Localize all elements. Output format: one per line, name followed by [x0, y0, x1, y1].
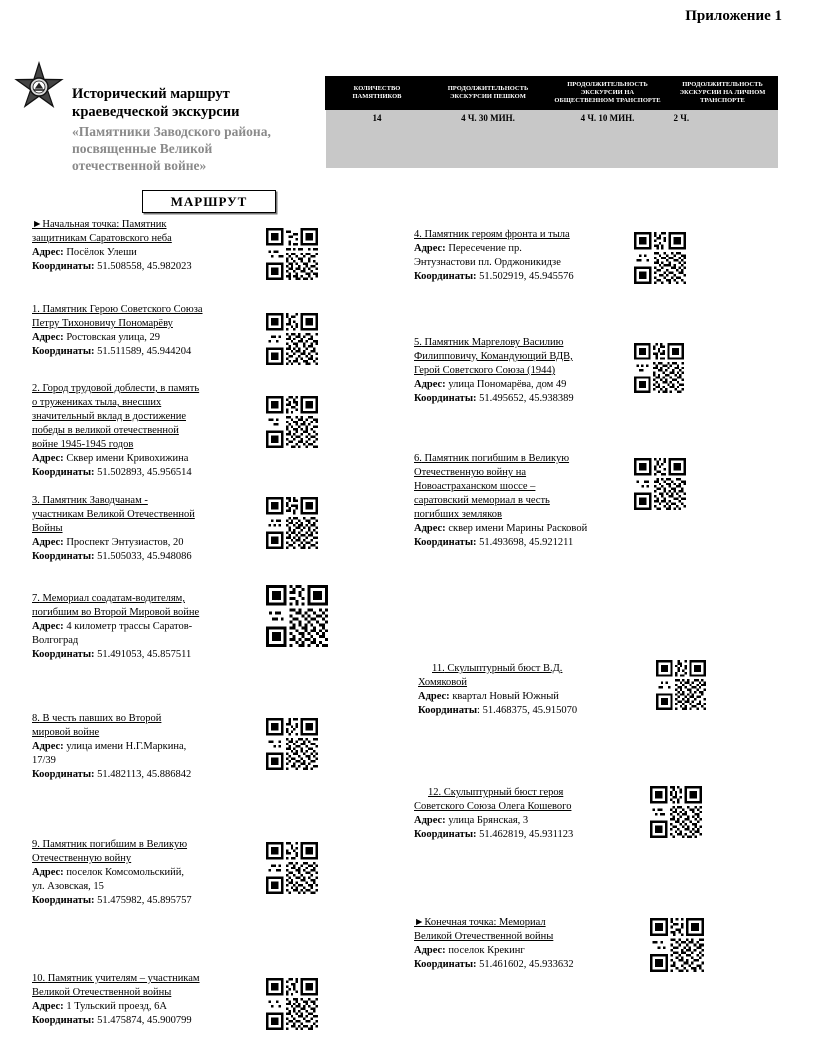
qr-code-12 [650, 786, 702, 838]
item-6-title-5: погибших земляков [414, 508, 503, 520]
qr-code-start [266, 228, 318, 280]
item-7-title-1: Мемориал соадатам-водителям, [42, 593, 185, 604]
item-7-prefix: 7. [32, 593, 40, 604]
qr-code-7 [266, 585, 328, 647]
item-4-address-label: Адрес: [414, 242, 446, 254]
item-4-coords-label: Координаты: [414, 270, 477, 282]
item-6-prefix: 6. [414, 453, 422, 464]
title-line-2: краеведческой экскурсии [72, 103, 240, 120]
item-4-prefix: 4. [414, 229, 422, 240]
list-item-6 [414, 452, 624, 550]
item-2-address: Сквер имени Кривохижина [66, 452, 189, 464]
item-1-coords: 51.511589, 45.944204 [97, 345, 192, 357]
item-3-address: Проспект Энтузиастов, 20 [66, 536, 184, 548]
list-item-1 [32, 303, 257, 359]
item-5-address-label: Адрес: [414, 378, 446, 390]
item-1-address-label: Адрес: [32, 331, 64, 343]
item-7-address-1: 4 километр трассы Саратов- [66, 620, 193, 632]
item-12-coords: 51.462819, 45.931123 [479, 828, 574, 840]
item-1-title-2: Петру Тихоновичу Пономарёву [32, 317, 173, 329]
item-end-title-1: Мемориал [499, 917, 546, 928]
item-6-title-1: Памятник погибшим в Великую [424, 453, 570, 464]
item-4-address-1: Пересечение пр. [448, 242, 522, 254]
item-3-title-1: Памятник Заводчанам - [42, 495, 148, 506]
qr-code-6 [634, 458, 686, 510]
item-7-coords: 51.491053, 45.857511 [97, 648, 192, 660]
stats-value-2: 4 Ч. 10 МИН. [548, 110, 668, 169]
item-8-title-2: мировой войне [32, 726, 100, 738]
subtitle-line-2: посвященные Великой [72, 141, 213, 157]
item-7-address-2: Волгоград [32, 634, 79, 646]
appendix-label: Приложение 1 [685, 8, 782, 24]
item-start-title-2: защитникам Саратовского неба [32, 232, 172, 244]
item-start-prefix: ►Начальная точка: [32, 219, 120, 230]
list-item-7 [32, 592, 264, 662]
qr-code-end [650, 918, 704, 972]
list-item-4 [414, 228, 629, 284]
item-4-address-2: Энтузнастови пл. Орджоникидзе [414, 256, 561, 268]
item-11-title-2: Хомяковой [418, 676, 468, 688]
list-item-10 [32, 972, 264, 1028]
item-10-title-1: Памятник учителям – участникам [47, 973, 200, 984]
item-end-address-label: Адрес: [414, 944, 446, 956]
list-item-12 [414, 786, 632, 842]
item-5-title-3: Герой Советского Союза (1944) [414, 364, 556, 376]
item-2-address-label: Адрес: [32, 452, 64, 464]
item-end-address: поселок Крекинг [448, 944, 525, 956]
item-12-prefix: 12. [428, 787, 442, 798]
list-item-3 [32, 494, 264, 564]
item-start-address: Посёлок Улеши [66, 246, 137, 258]
stats-value-3: 2 Ч. [668, 110, 778, 169]
item-1-prefix: 1. [32, 304, 40, 315]
item-9-coords: 51.475982, 45.895757 [97, 894, 192, 906]
item-8-address-2: 17/39 [32, 754, 56, 766]
item-9-address-label: Адрес: [32, 866, 64, 878]
item-end-coords-label: Координаты: [414, 958, 477, 970]
item-8-title-1: В честь павших во Второй [42, 713, 162, 724]
item-3-coords-label: Координаты: [32, 550, 95, 562]
item-7-title-2: погибшим во Второй Мировой войне [32, 606, 200, 618]
qr-code-9 [266, 842, 318, 894]
item-6-coords: 51.493698, 45.921211 [479, 536, 574, 548]
item-4-title-1: Памятник героям фронта и тыла [424, 229, 570, 240]
item-6-address: сквер имени Марины Расковой [448, 522, 588, 534]
item-1-address: Ростовская улица, 29 [66, 331, 161, 343]
item-9-prefix: 9. [32, 839, 40, 850]
item-7-coords-label: Координаты: [32, 648, 95, 660]
item-3-title-3: Войны [32, 522, 63, 534]
item-12-address-label: Адрес: [414, 814, 446, 826]
item-6-coords-label: Координаты: [414, 536, 477, 548]
stats-value-row [326, 110, 778, 169]
item-5-coords-label: Координаты: [414, 392, 477, 404]
qr-code-5 [634, 343, 684, 393]
order-star-emblem [14, 60, 64, 114]
item-8-prefix: 8. [32, 713, 40, 724]
item-end-prefix: ►Конечная точка: [414, 917, 497, 928]
item-5-address: улица Пономарёва, дом 49 [448, 378, 567, 390]
subtitle-line-3: отечественной войне» [72, 158, 207, 174]
item-12-address: улица Брянская, 3 [448, 814, 529, 826]
item-5-title-1: Памятник Маргелову Василию [424, 337, 564, 348]
item-3-coords: 51.505033, 45.948086 [97, 550, 192, 562]
item-3-prefix: 3. [32, 495, 40, 506]
item-6-title-2: Отечественную войну на [414, 466, 527, 478]
item-start-coords: 51.508558, 45.982023 [97, 260, 192, 272]
item-10-coords-label: Координаты: [32, 1014, 95, 1026]
item-1-coords-label: Координаты: [32, 345, 95, 357]
item-6-title-3: Новоастраханском шоссе – [414, 480, 536, 492]
item-3-title-2: участникам Великой Отечественной [32, 508, 195, 520]
item-5-title-2: Филипповичу, Командующий ВДВ, [414, 350, 573, 362]
item-10-title-2: Великой Отечественной войны [32, 986, 172, 998]
item-end-title-2: Великой Отечественной войны [414, 930, 554, 942]
item-11-coords: 51.468375, 45.915070 [482, 704, 578, 716]
qr-code-11 [656, 660, 706, 710]
item-11-coords-label: Координаты [418, 704, 478, 716]
item-12-title-2: Советского Союза Олега Кошевого [414, 800, 572, 812]
item-9-address-1: поселок Комсомольскийй, [66, 866, 185, 878]
item-2-title-2: о тружениках тыла, внесших [32, 396, 162, 408]
stats-header-row [326, 77, 778, 110]
item-12-coords-label: Координаты: [414, 828, 477, 840]
list-item-9 [32, 838, 264, 908]
item-6-title-4: саратовский мемориал в честь [414, 494, 550, 506]
item-8-address-1: улица имени Н.Г.Маркина, [66, 740, 187, 752]
item-9-title-1: Памятник погибшим в Великую [42, 839, 188, 850]
document-title-block [72, 86, 302, 175]
item-2-coords-label: Координаты: [32, 466, 95, 478]
item-2-title-4: победы в великой отечественной [32, 424, 179, 436]
qr-code-2 [266, 396, 318, 448]
list-item-start [32, 218, 257, 274]
item-2-title-1: Город трудовой доблести, в память [42, 383, 200, 394]
item-1-title-1: Памятник Герою Советского Союза [42, 304, 203, 315]
item-10-address-label: Адрес: [32, 1000, 64, 1012]
item-start-coords-label: Координаты: [32, 260, 95, 272]
list-item-end [414, 916, 629, 972]
item-end-coords: 51.461602, 45.933632 [479, 958, 574, 970]
item-11-address: квартал Новый Южный [452, 690, 559, 702]
title-line-1: Исторический маршрут [72, 86, 230, 102]
qr-code-4 [634, 232, 686, 284]
item-10-coords: 51.475874, 45.900799 [97, 1014, 192, 1026]
list-item-11: 11. Скулыптурный бюст В.Д. Хомяковой Адрес: квартал Новый Южный Координаты: 51.468375, 45.915070 [418, 663, 578, 716]
item-9-coords-label: Координаты: [32, 894, 95, 906]
item-10-prefix: 10. [32, 973, 46, 984]
item-11-title-1: Скулыптурный бюст В.Д. [444, 663, 563, 674]
item-9-address-2: ул. Азовская, 15 [32, 880, 104, 892]
item-8-coords: 51.482113, 45.886842 [97, 768, 192, 780]
item-2-prefix: 2. [32, 383, 40, 394]
item-12-title-1: Скулыптурный бюст героя [441, 787, 564, 798]
stats-header-3: ПРОДОЛЖИТЕЛЬНОСТЬ ЭКСКУРСИИ НА ЛИЧНОМ ТРАНСПОРТЕ [668, 77, 778, 110]
item-2-title-3: значительный вклад в достижение [32, 410, 187, 422]
qr-code-8 [266, 718, 318, 770]
item-2-title-5: войне 1945-1945 годов [32, 438, 134, 450]
qr-code-1 [266, 313, 318, 365]
item-7-address-label: Адрес: [32, 620, 64, 632]
item-8-address-label: Адрес: [32, 740, 64, 752]
item-5-coords: 51.495652, 45.938389 [479, 392, 574, 404]
item-11-address-label: Адрес: [418, 690, 450, 702]
item-3-address-label: Адрес: [32, 536, 64, 548]
item-8-coords-label: Координаты: [32, 768, 95, 780]
subtitle-line-1: «Памятники Заводского района, [72, 124, 271, 140]
list-item-8 [32, 712, 264, 782]
stats-value-0: 14 [326, 110, 429, 169]
list-item-2 [32, 382, 257, 480]
item-4-coords: 51.502919, 45.945576 [479, 270, 574, 282]
qr-code-10 [266, 978, 318, 1030]
stats-header-2: ПРОДОЛЖИТЕЛЬНОСТЬ ЭКСКУРСИИ НА ОБЩЕСТВЕННОМ ТРАНСПОРТЕ [548, 77, 668, 110]
item-10-address: 1 Тульский проезд, 6А [66, 1000, 167, 1012]
stats-header-1: ПРОДОЛЖИТЕЛЬНОСТЬ ЭКСКУРСИИ ПЕШКОМ [429, 77, 548, 110]
stats-value-1: 4 Ч. 30 МИН. [429, 110, 548, 169]
qr-code-3 [266, 497, 318, 549]
item-start-title-1: Памятник [121, 219, 167, 230]
item-start-address-label: Адрес: [32, 246, 64, 258]
item-2-coords: 51.502893, 45.956514 [97, 466, 192, 478]
stats-table [325, 76, 778, 168]
item-11-prefix: 11. [432, 663, 445, 674]
item-6-address-label: Адрес: [414, 522, 446, 534]
stats-header-0: КОЛИЧЕСТВО ПАМЯТНИКОВ [326, 77, 429, 110]
route-badge [142, 190, 276, 213]
list-item-5 [414, 336, 629, 406]
route-badge-label: МАРШРУТ [170, 193, 248, 209]
item-5-prefix: 5. [414, 337, 422, 348]
item-9-title-2: Отечественную войну [32, 852, 132, 864]
